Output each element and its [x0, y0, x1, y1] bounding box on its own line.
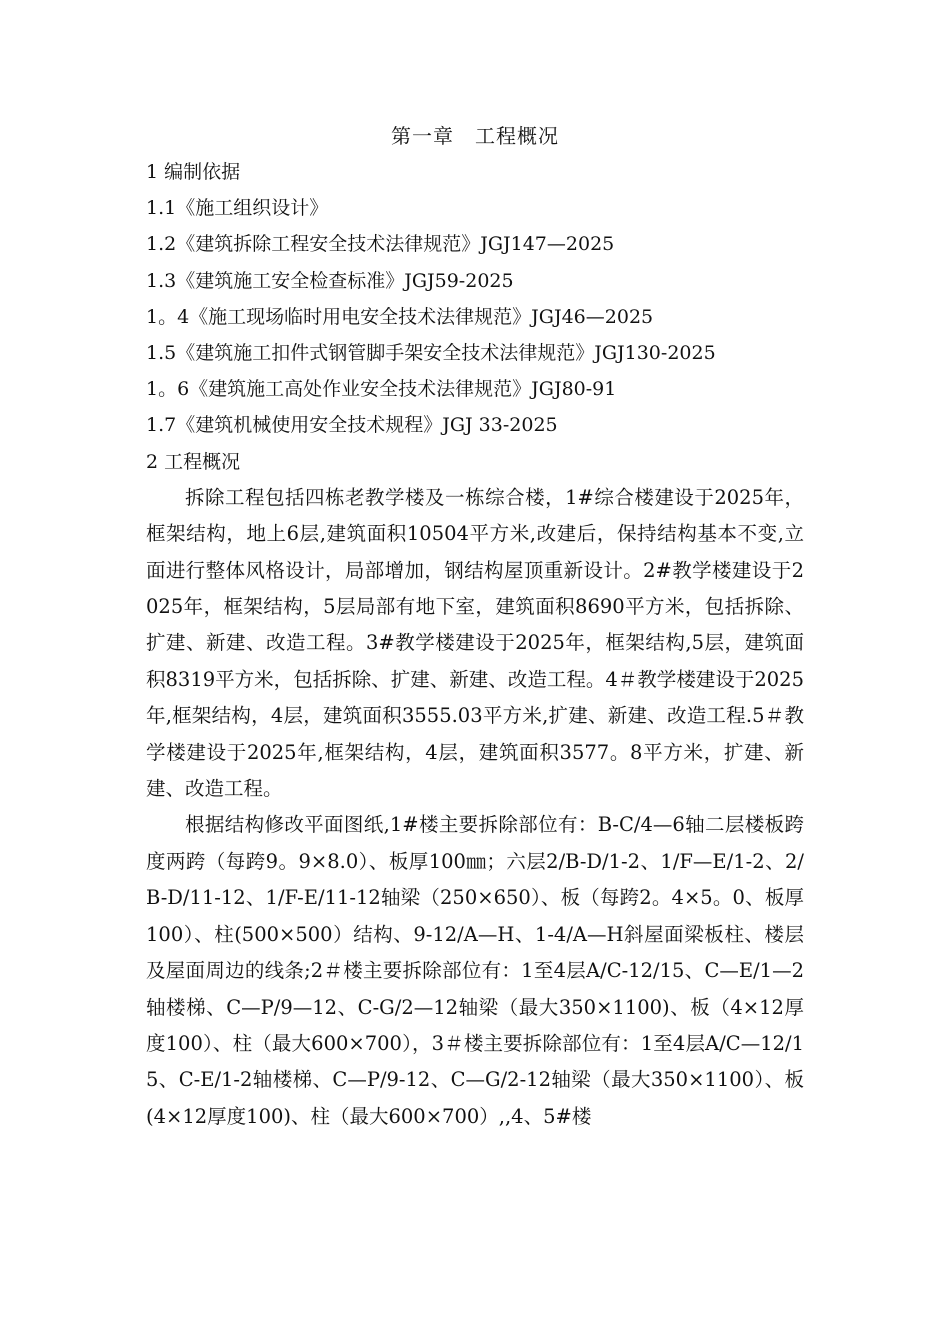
demolition-scope-paragraph: 根据结构修改平面图纸,1#楼主要拆除部位有：B-C/4—6轴二层楼板跨度两跨（每跨9。9×8.0）、板厚100㎜；六层2/B-D/1-2、1/F—E/1-2、2/B-D/11-12、1/F-E/11-12轴梁（250×650）、板（每跨2。4×5。0、板厚100）、柱(500×500）结构、9-12/A—H、1-4/A—H斜屋面梁板柱、楼层及屋面周边的线条;2＃楼主要拆除部位有：1至4层A/C-12/15、C—E/1—2轴楼梯、C—P/9—12、C-G/2—12轴梁（最大350×1100)、板（4×12厚度100）、柱（最大600×700），3＃楼主要拆除部位有：1至4层A/C—12/15、C-E/1-2轴楼梯、C—P/9-12、C—G/2-12轴梁（最大350×1100）、板(4×12厚度100)、柱（最大600×700）,,4、5#楼: [146, 813, 804, 1128]
section-heading-overview: 2 工程概况: [146, 450, 241, 473]
basis-item: 1.7《建筑机械使用安全技术规程》JGJ 33-2025: [146, 414, 558, 437]
basis-item: 1。6《建筑施工高处作业安全技术法律规范》JGJ80-91: [146, 378, 617, 401]
section-heading-basis: 1 编制依据: [146, 161, 241, 183]
overview-paragraph: 拆除工程包括四栋老教学楼及一栋综合楼，1#综合楼建设于2025年，框架结构，地上6层,建筑面积10504平方米,改建后，保持结构基本不变,立面进行整体风格设计，局部增加，钢结构屋顶重新设计。2#教学楼建设于2025年，框架结构，5层局部有地下室，建筑面积8690平方米，包括拆除、扩建、新建、改造工程。3#教学楼建设于2025年，框架结构,5层，建筑面积8319平方米，包括拆除、扩建、新建、改造工程。4＃教学楼建设于2025年,框架结构，4层，建筑面积3555.03平方米,扩建、新建、改造工程.5＃教学楼建设于2025年,框架结构，4层，建筑面积3577。8平方米，扩建、新建、改造工程。: [146, 485, 804, 801]
basis-item: 1。4《施工现场临时用电安全技术法律规范》JGJ46—2025: [146, 305, 654, 328]
basis-item: 1.5《建筑施工扣件式钢管脚手架安全技术法律规范》JGJ130-2025: [146, 342, 716, 365]
chapter-title: 第一章 工程概况: [391, 124, 559, 148]
basis-item: 1.3《建筑施工安全检查标准》JGJ59-2025: [146, 269, 514, 292]
basis-item: 1.2《建筑拆除工程安全技术法律规范》JGJ147—2025: [146, 233, 615, 256]
basis-item: 1.1《施工组织设计》: [146, 197, 329, 220]
